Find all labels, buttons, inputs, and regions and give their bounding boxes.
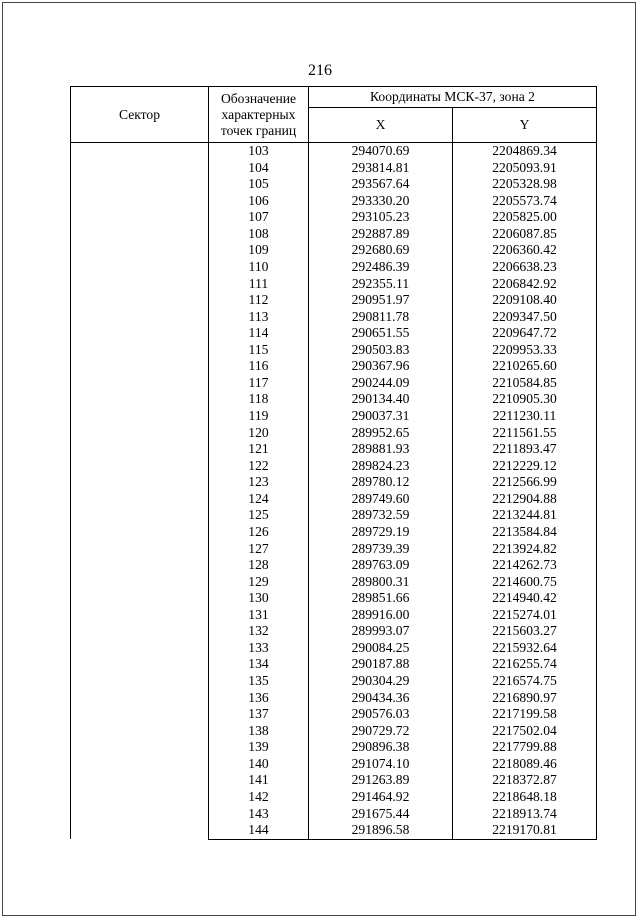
point-cell: 131 [209,607,309,624]
point-cell: 133 [209,640,309,657]
x-cell: 293105.23 [309,209,453,226]
y-cell: 2219170.81 [453,822,597,839]
x-cell: 290134.40 [309,391,453,408]
header-point-designation-line-1: Обозначение [220,91,297,106]
x-cell: 290244.09 [309,375,453,392]
header-y: Y [453,108,597,143]
y-cell: 2211561.55 [453,425,597,442]
x-cell: 290367.96 [309,358,453,375]
y-cell: 2212566.99 [453,474,597,491]
point-cell: 104 [209,160,309,177]
x-cell: 289916.00 [309,607,453,624]
header-x: X [309,108,453,143]
point-cell: 107 [209,209,309,226]
point-cell: 140 [209,756,309,773]
y-cell: 2217799.88 [453,739,597,756]
y-cell: 2210584.85 [453,375,597,392]
x-cell: 291896.58 [309,822,453,839]
point-cell: 139 [209,739,309,756]
y-cell: 2217502.04 [453,723,597,740]
x-cell: 289729.19 [309,524,453,541]
point-cell: 108 [209,226,309,243]
y-cell: 2218648.18 [453,789,597,806]
y-cell: 2216890.97 [453,690,597,707]
point-cell: 123 [209,474,309,491]
y-cell: 2217199.58 [453,706,597,723]
y-cell: 2209953.33 [453,342,597,359]
point-cell: 126 [209,524,309,541]
y-cell: 2205093.91 [453,160,597,177]
x-cell: 289732.59 [309,507,453,524]
point-cell: 115 [209,342,309,359]
x-cell: 291675.44 [309,806,453,823]
y-cell: 2215932.64 [453,640,597,657]
y-cell: 2213584.84 [453,524,597,541]
coordinates-table [70,86,597,840]
x-cell: 293567.64 [309,176,453,193]
x-cell: 292680.69 [309,242,453,259]
y-cell: 2212229.12 [453,458,597,475]
y-cell: 2205825.00 [453,209,597,226]
x-cell: 290304.29 [309,673,453,690]
point-cell: 127 [209,541,309,558]
y-cell: 2205328.98 [453,176,597,193]
x-cell: 289881.93 [309,441,453,458]
x-cell: 289763.09 [309,557,453,574]
x-cell: 292887.89 [309,226,453,243]
header-point-designation-line-2: характерных [221,107,296,122]
x-cell: 289993.07 [309,623,453,640]
point-cell: 106 [209,193,309,210]
table-row [71,143,597,160]
point-cell: 121 [209,441,309,458]
x-cell: 289800.31 [309,574,453,591]
sector-cell [71,143,209,840]
point-cell: 110 [209,259,309,276]
x-cell: 290576.03 [309,706,453,723]
x-cell: 290896.38 [309,739,453,756]
y-cell: 2210905.30 [453,391,597,408]
point-cell: 117 [209,375,309,392]
x-cell: 290811.78 [309,309,453,326]
y-cell: 2212904.88 [453,491,597,508]
point-cell: 109 [209,242,309,259]
point-cell: 118 [209,391,309,408]
point-cell: 143 [209,806,309,823]
point-cell: 141 [209,772,309,789]
x-cell: 289780.12 [309,474,453,491]
y-cell: 2206842.92 [453,276,597,293]
point-cell: 134 [209,656,309,673]
y-cell: 2214940.42 [453,590,597,607]
coordinates-rows [71,143,597,840]
x-cell: 293814.81 [309,160,453,177]
y-cell: 2205573.74 [453,193,597,210]
y-cell: 2204869.34 [453,143,597,160]
y-cell: 2214262.73 [453,557,597,574]
y-cell: 2218913.74 [453,806,597,823]
y-cell: 2214600.75 [453,574,597,591]
x-cell: 290037.31 [309,408,453,425]
point-cell: 132 [209,623,309,640]
x-cell: 294070.69 [309,143,453,160]
x-cell: 290434.36 [309,690,453,707]
y-cell: 2206087.85 [453,226,597,243]
point-cell: 116 [209,358,309,375]
y-cell: 2211230.11 [453,408,597,425]
header-coordinates-group: Координаты МСК-37, зона 2 [309,87,597,108]
x-cell: 290951.97 [309,292,453,309]
y-cell: 2216574.75 [453,673,597,690]
point-cell: 120 [209,425,309,442]
point-cell: 122 [209,458,309,475]
point-cell: 125 [209,507,309,524]
y-cell: 2209108.40 [453,292,597,309]
point-cell: 113 [209,309,309,326]
header-point-designation [209,87,309,143]
y-cell: 2218089.46 [453,756,597,773]
point-cell: 144 [209,822,309,839]
point-cell: 114 [209,325,309,342]
x-cell: 291074.10 [309,756,453,773]
point-cell: 112 [209,292,309,309]
point-cell: 138 [209,723,309,740]
header-point-designation-line-3: точек границ [220,123,297,138]
point-cell: 128 [209,557,309,574]
x-cell: 289952.65 [309,425,453,442]
y-cell: 2206360.42 [453,242,597,259]
y-cell: 2210265.60 [453,358,597,375]
x-cell: 291464.92 [309,789,453,806]
point-cell: 124 [209,491,309,508]
y-cell: 2218372.87 [453,772,597,789]
x-cell: 292486.39 [309,259,453,276]
y-cell: 2213924.82 [453,541,597,558]
x-cell: 290503.83 [309,342,453,359]
y-cell: 2206638.23 [453,259,597,276]
point-cell: 137 [209,706,309,723]
x-cell: 291263.89 [309,772,453,789]
point-cell: 105 [209,176,309,193]
y-cell: 2209647.72 [453,325,597,342]
y-cell: 2209347.50 [453,309,597,326]
x-cell: 289851.66 [309,590,453,607]
page-number: 216 [308,62,332,79]
point-cell: 103 [209,143,309,160]
point-cell: 119 [209,408,309,425]
x-cell: 293330.20 [309,193,453,210]
x-cell: 290187.88 [309,656,453,673]
point-cell: 135 [209,673,309,690]
y-cell: 2215603.27 [453,623,597,640]
x-cell: 289749.60 [309,491,453,508]
x-cell: 292355.11 [309,276,453,293]
point-cell: 130 [209,590,309,607]
x-cell: 289739.39 [309,541,453,558]
x-cell: 290084.25 [309,640,453,657]
y-cell: 2211893.47 [453,441,597,458]
point-cell: 136 [209,690,309,707]
y-cell: 2213244.81 [453,507,597,524]
x-cell: 290651.55 [309,325,453,342]
header-sector: Сектор [71,87,209,143]
x-cell: 289824.23 [309,458,453,475]
x-cell: 290729.72 [309,723,453,740]
point-cell: 142 [209,789,309,806]
y-cell: 2215274.01 [453,607,597,624]
point-cell: 129 [209,574,309,591]
point-cell: 111 [209,276,309,293]
y-cell: 2216255.74 [453,656,597,673]
